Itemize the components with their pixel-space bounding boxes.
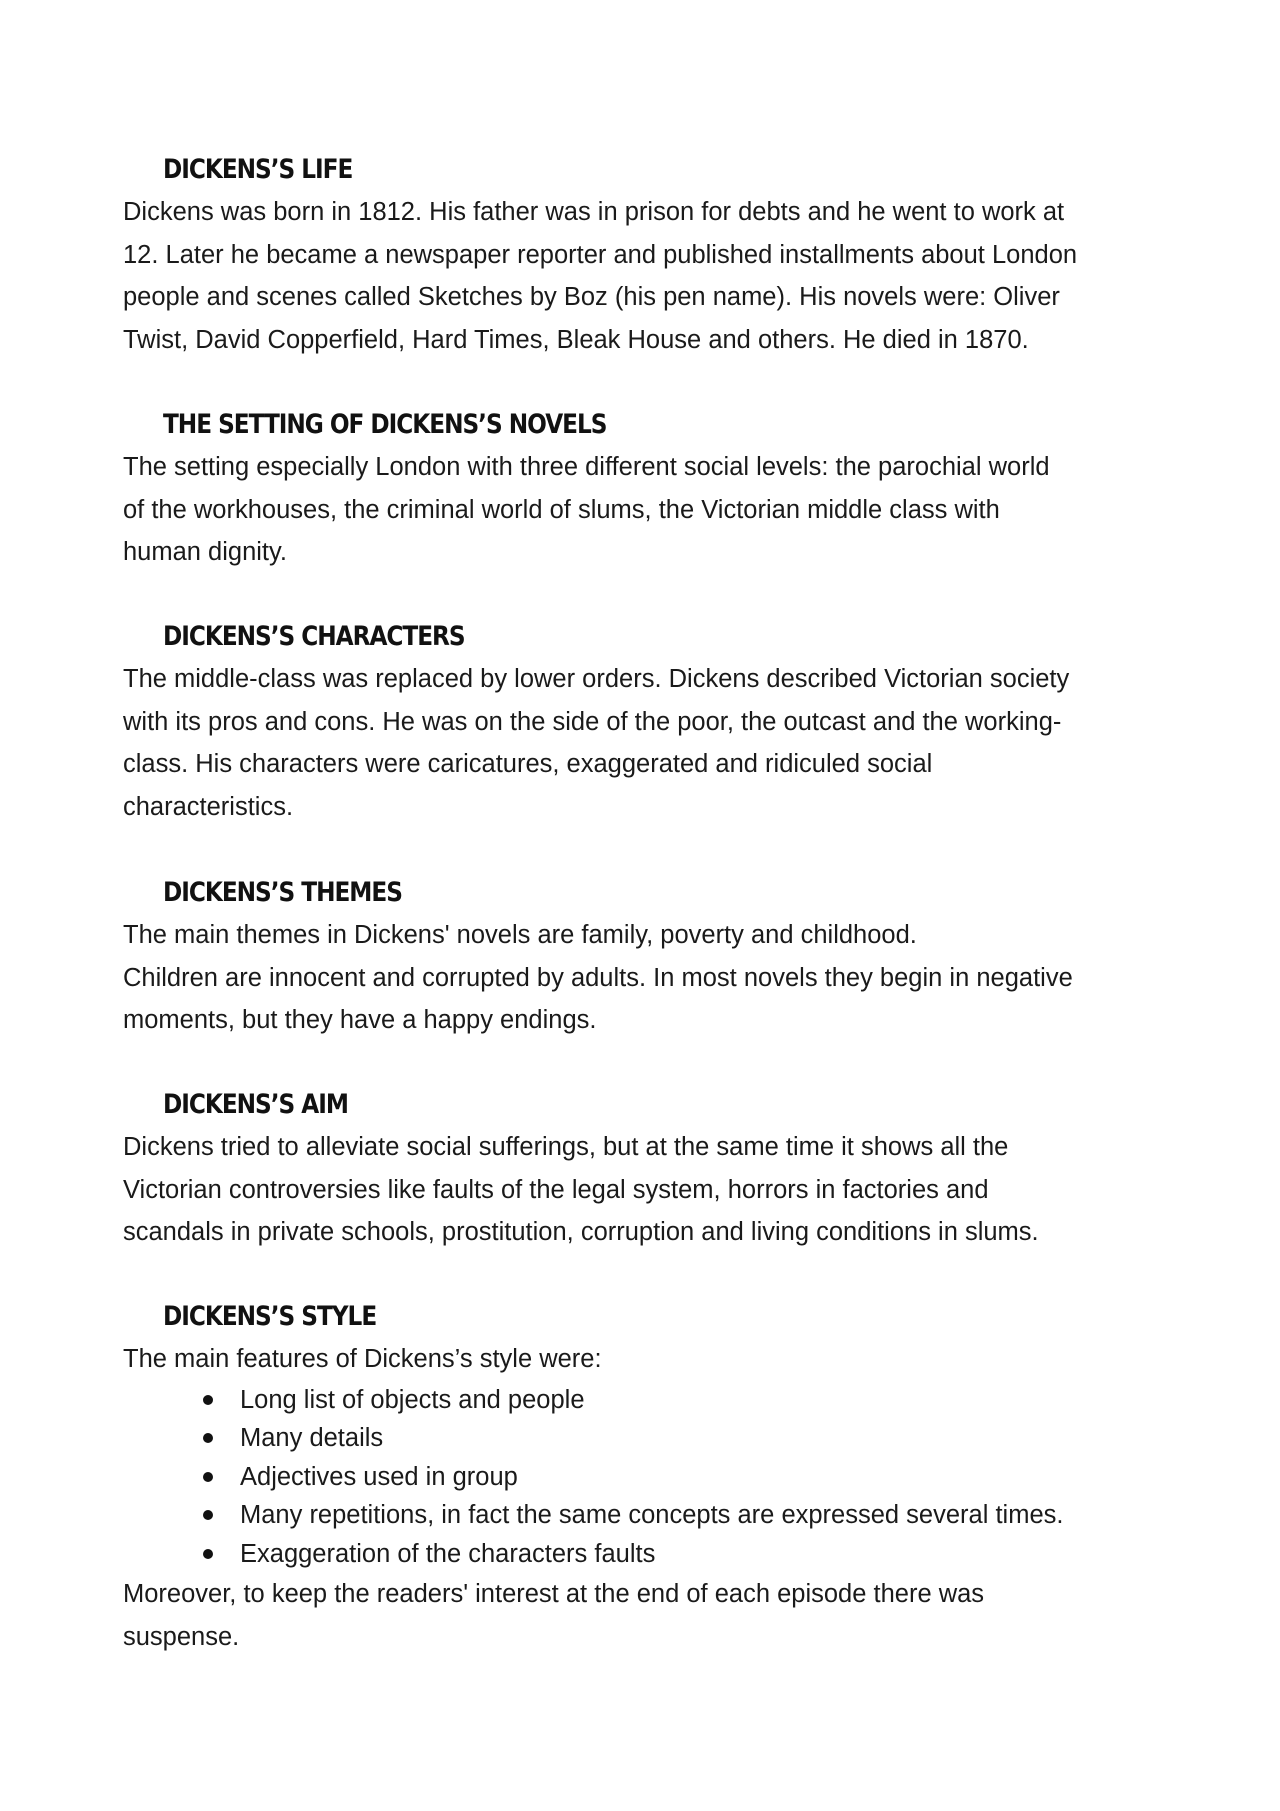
paragraph-style-intro: The main features of Dickens’s style were:: [123, 1345, 602, 1373]
text-line: moments, but they have a happy endings.: [123, 1006, 597, 1034]
text-line: class. His characters were caricatures, exaggerated and ridiculed social: [123, 750, 933, 778]
paragraph-aim: [123, 1126, 1183, 1254]
text-line: Children are innocent and corrupted by adults. In most novels they begin in negative: [123, 963, 1073, 992]
text-line: The middle-class was replaced by lower orders. Dickens described Victorian society: [123, 665, 1070, 693]
heading-setting: THE SETTING OF DICKENS’S NOVELS: [163, 409, 607, 440]
paragraph-characters: [123, 658, 1183, 828]
heading-aim: DICKENS’S AIM: [163, 1089, 348, 1120]
text-line: Dickens tried to alleviate social sufferings, but at the same time it shows all the: [123, 1133, 1009, 1161]
text-line: The main themes in Dickens' novels are family, poverty and childhood.: [123, 921, 917, 949]
heading-themes: DICKENS’S THEMES: [163, 877, 402, 908]
paragraph-themes: [123, 914, 1183, 1042]
bullet-dot-icon: [203, 1510, 213, 1520]
list-item: [123, 1381, 1183, 1420]
text-line: Dickens was born in 1812. His father was in prison for debts and he went to work at: [123, 198, 1065, 226]
text-line: The setting especially London with three different social levels: the parochial world: [123, 453, 1050, 481]
heading-life: DICKENS’S LIFE: [163, 154, 353, 185]
section-themes: [123, 876, 1183, 1042]
bullet-dot-icon: [203, 1433, 213, 1443]
bullet-dot-icon: [203, 1395, 213, 1405]
section-life: [123, 153, 1183, 361]
text-line: Moreover, to keep the readers' interest at the end of each episode there was: [123, 1580, 985, 1608]
list-item-text: Many repetitions, in fact the same concepts are expressed several times.: [240, 1501, 1064, 1529]
list-item-text: Adjectives used in group: [240, 1462, 518, 1491]
list-item: [123, 1496, 1183, 1535]
heading-characters: DICKENS’S CHARACTERS: [163, 621, 465, 652]
list-item-text: Many details: [240, 1424, 384, 1452]
text-line: people and scenes called Sketches by Boz (his pen name). His novels were: Oliver: [123, 283, 1060, 311]
section-characters: [123, 620, 1183, 828]
text-line: characteristics.: [123, 792, 294, 821]
text-line: Twist, David Copperfield, Hard Times, Bleak House and others. He died in 1870.: [123, 325, 1029, 354]
text-line: with its pros and cons. He was on the side of the poor, the outcast and the working-: [123, 707, 1062, 736]
section-aim: [123, 1088, 1183, 1254]
list-item: [123, 1419, 1183, 1458]
text-line: of the workhouses, the criminal world of slums, the Victorian middle class with: [123, 495, 1000, 524]
list-item-text: Exaggeration of the characters faults: [240, 1539, 656, 1568]
text-line: scandals in private schools, prostitution, corruption and living conditions in slums.: [123, 1218, 1039, 1246]
paragraph-setting: [123, 446, 1183, 574]
text-line: suspense.: [123, 1622, 240, 1651]
section-style: [123, 1300, 1183, 1658]
list-item-text: Long list of objects and people: [240, 1385, 585, 1414]
heading-style: DICKENS’S STYLE: [163, 1301, 377, 1332]
list-item: [123, 1535, 1183, 1574]
section-setting: [123, 408, 1183, 574]
text-line: Victorian controversies like faults of the legal system, horrors in factories and: [123, 1175, 989, 1204]
text-line: 12. Later he became a newspaper reporter and published installments about London: [123, 240, 1078, 269]
paragraph-style-outro: [123, 1573, 1183, 1658]
paragraph-life: [123, 191, 1183, 361]
list-item: [123, 1458, 1183, 1497]
bullet-dot-icon: [203, 1472, 213, 1482]
bullet-dot-icon: [203, 1549, 213, 1559]
text-line: human dignity.: [123, 538, 287, 566]
style-bullet-list: [123, 1381, 1183, 1574]
